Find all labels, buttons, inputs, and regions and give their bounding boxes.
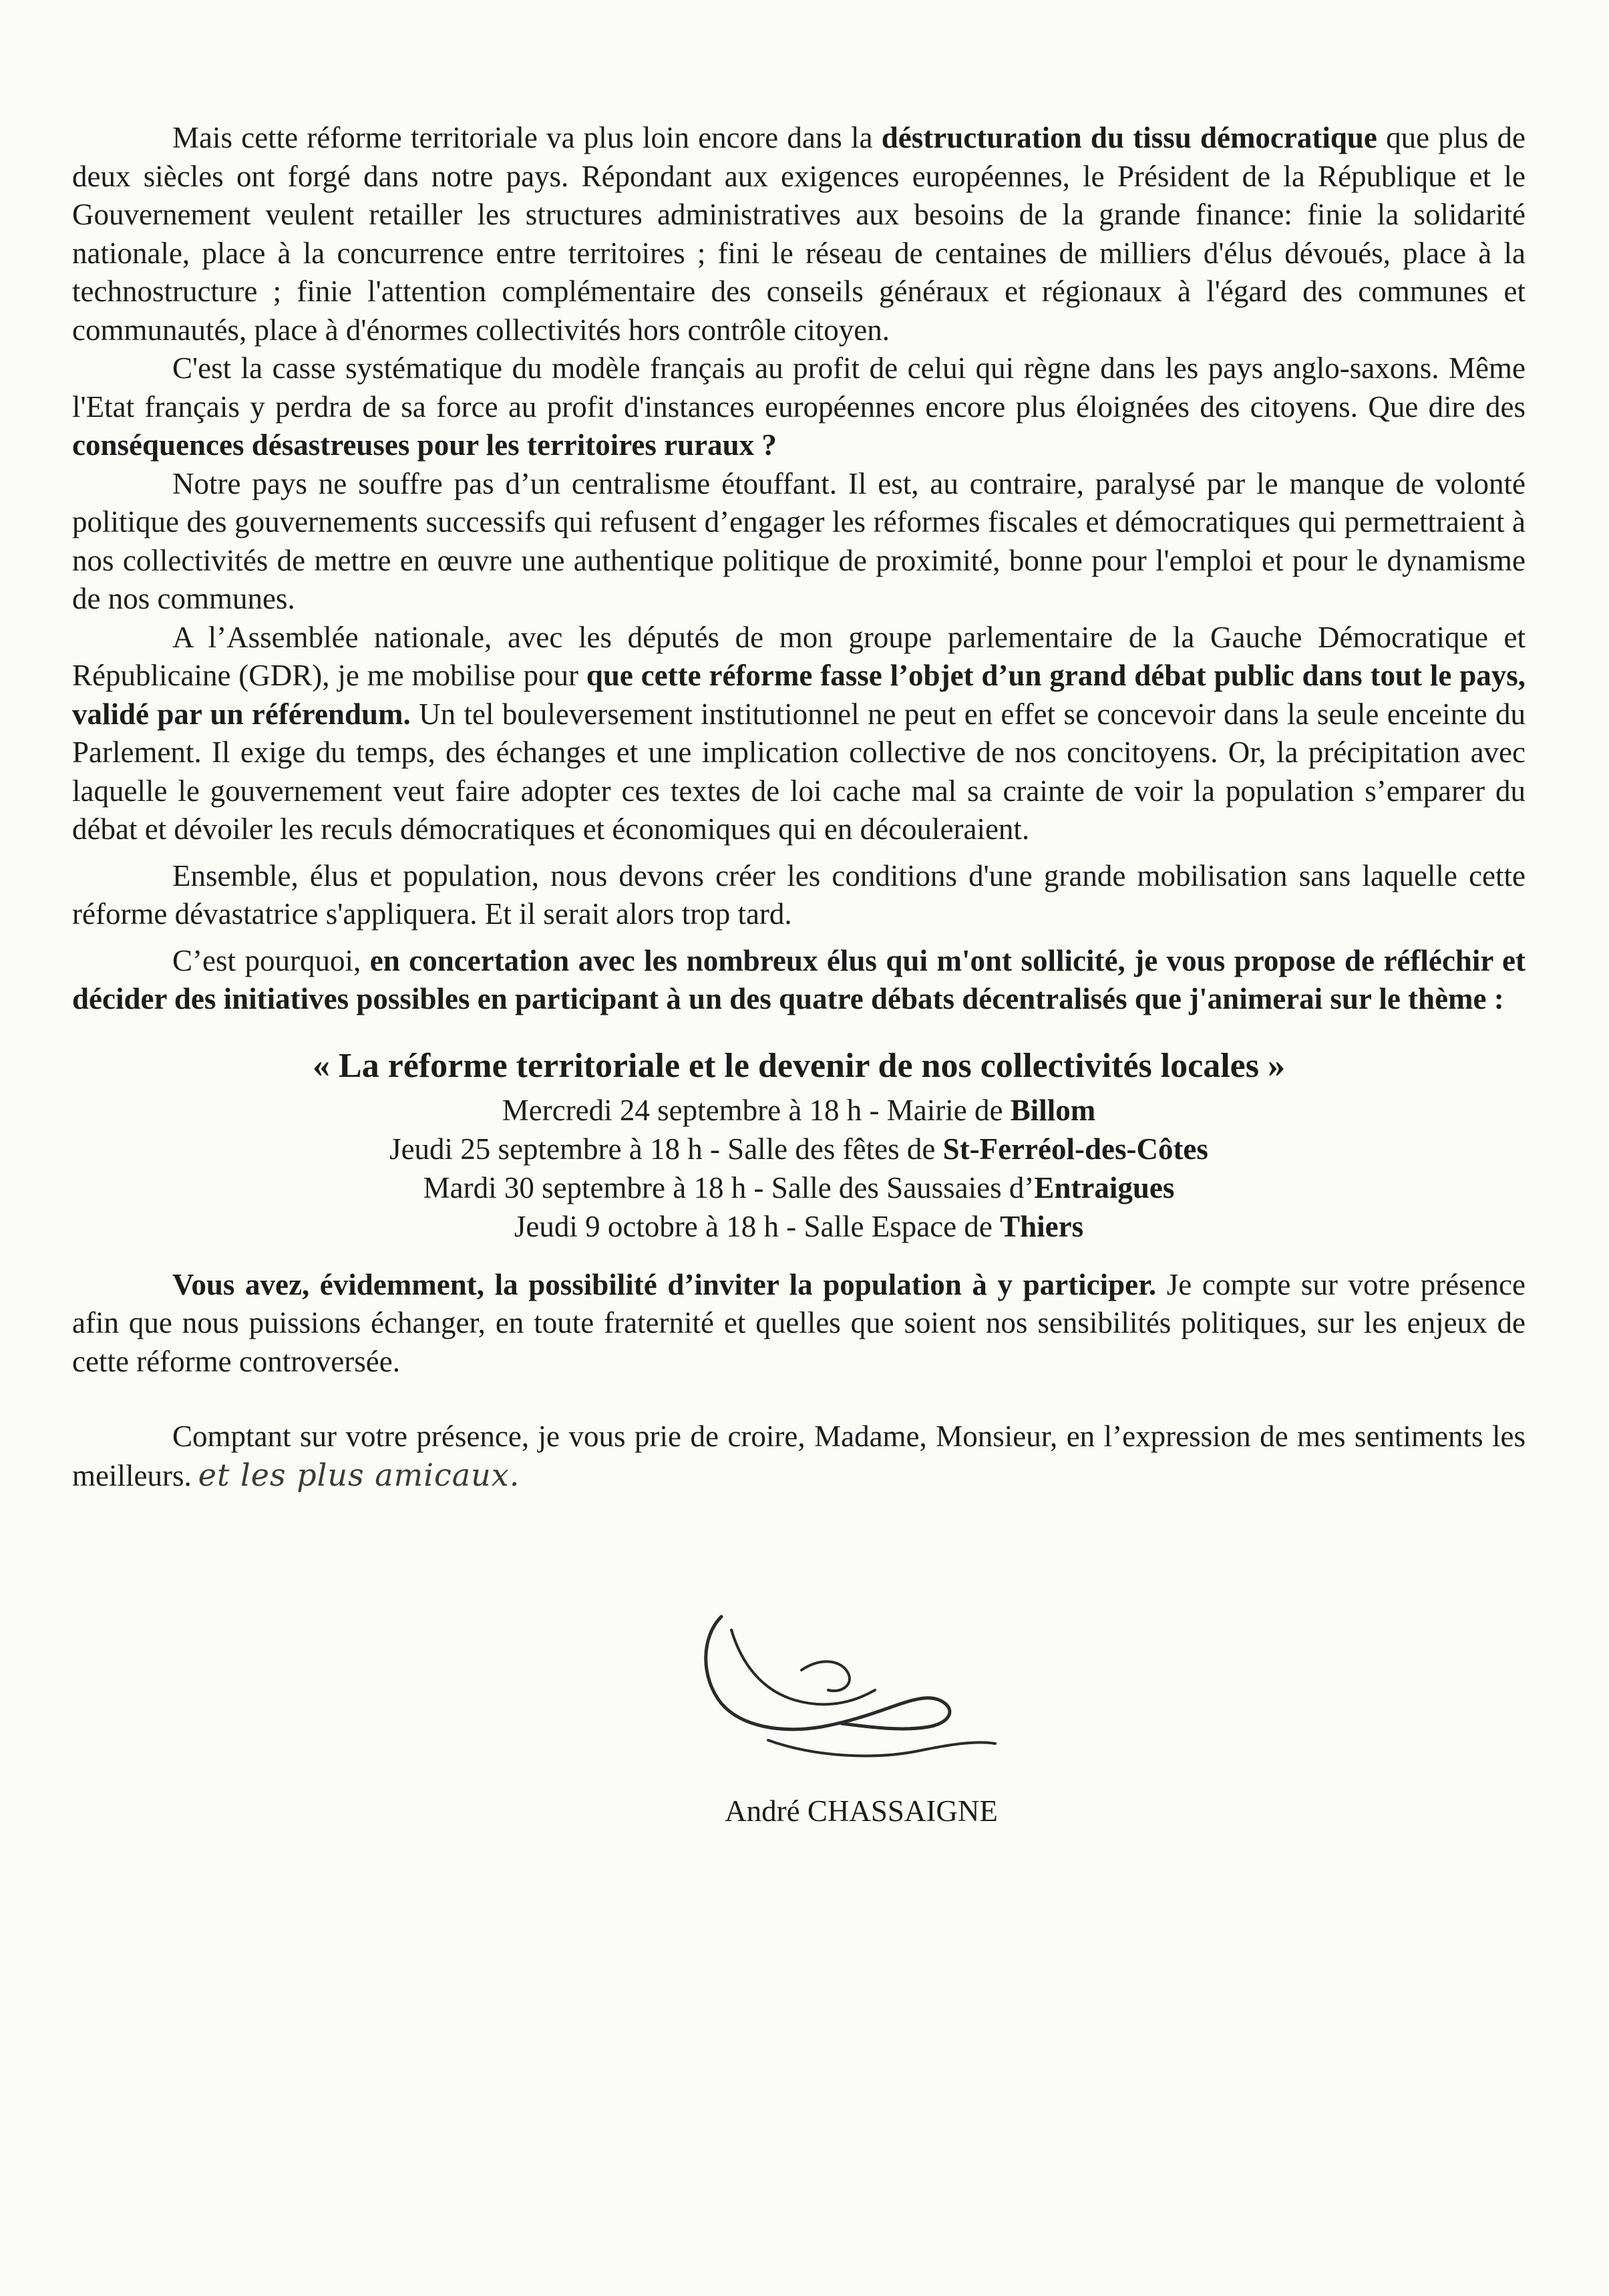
handwritten-note: et les plus amicaux. — [198, 1456, 520, 1493]
paragraph-reform-destructuring — [72, 119, 1526, 349]
debate-item: Jeudi 25 septembre à 18 h - Salle des fêtes de St-Ferréol-des-Côtes — [389, 1132, 1208, 1166]
emphasis-text: déstructuration du tissu démocratique — [881, 121, 1377, 154]
text-run: Mais cette réforme territoriale va plus loin encore dans la — [172, 121, 882, 154]
debate-schedule — [72, 1091, 1526, 1246]
text-run: A l’Assemblée nationale, avec les députés de mon groupe parlementaire de la Gauche Démocratique et Républicaine (GDR), je me mobilise pour — [72, 620, 1526, 692]
paragraph-closing — [72, 1418, 1526, 1495]
debate-location: Entraigues — [1034, 1170, 1175, 1204]
closing-text: Comptant sur votre présence, je vous prie de croire, Madame, Monsieur, en l’expression de mes sentiments les meilleurs. — [72, 1420, 1526, 1492]
debate-location: Thiers — [1000, 1209, 1084, 1243]
paragraph-proposal — [72, 942, 1526, 1019]
emphasis-text: que cette réforme fasse l’objet d’un grand débat public dans tout le pays, validé par un référendum. — [72, 659, 1526, 731]
debate-location: Billom — [1010, 1093, 1096, 1127]
text-run: Je compte sur votre présence afin que nous puissions échanger, en toute fraternité et quelles que soient nos sensibilités politiques, sur les enjeux de cette réforme controversée. — [72, 1267, 1526, 1378]
debate-location: St-Ferréol-des-Côtes — [942, 1132, 1208, 1166]
debate-theme-title: « La réforme territoriale et le devenir de nos collectivités locales » — [313, 1046, 1285, 1085]
emphasis-text: Vous avez, évidemment, la possibilité d’inviter la population à y participer. — [172, 1267, 1157, 1301]
paragraph-centralism: Notre pays ne souffre pas d’un centralisme étouffant. Il est, au contraire, paralysé par le manque de volonté politique des gouvernements successifs qui refusent d’engager les réformes fiscales et démocratiques qui permettraient à nos collectivités de mettre en œuvre une authentique politique de proximité, bonne pour l'emploi et pour le dynamisme de nos communes. — [72, 466, 1526, 615]
debate-item: Mercredi 24 septembre à 18 h - Mairie de Billom — [502, 1093, 1096, 1127]
paragraph-national-assembly — [72, 619, 1526, 849]
letter-body — [72, 119, 1526, 1495]
text-run: C’est pourquoi, — [172, 943, 370, 977]
paragraph-invitation — [72, 1266, 1526, 1381]
signature-name: André CHASSAIGNE — [725, 1794, 998, 1828]
paragraph-mobilisation: Ensemble, élus et population, nous devons créer les conditions d'une grande mobilisation sans laquelle cette réforme dévastatrice s'appliquera. Et il serait alors trop tard. — [72, 858, 1526, 931]
text-run: que plus de deux siècles ont forgé dans notre pays. Répondant aux exigences européennes, le Président de la République et le Gouvernement veulent retailler les structures administratives aux besoins de la grande finance: finie la solidarité nationale, place à la concurrence entre territoires ; fini le réseau de centaines de milliers d'élus dévoués, place à la technostructure ; finie l'attention complémentaire des conseils généraux et régionaux à l'égard des communes et communautés, place à d'énormes collectivités hors contrôle citoyen. — [72, 121, 1526, 347]
emphasis-text: en concertation avec les nombreux élus qui m'ont sollicité, je vous propose de réfléchir et décider des initiatives possibles en participant à un des quatre débats décentralisés que j'animerai sur le thème : — [72, 943, 1526, 1015]
debate-item: Mardi 30 septembre à 18 h - Salle des Saussaies d’Entraigues — [423, 1170, 1175, 1204]
text-run: Un tel bouleversement institutionnel ne peut en effet se concevoir dans la seule enceinte du Parlement. Il exige du temps, des échanges et une implication collective de nos concitoyens. Or, la précipitation avec laquelle le gouvernement veut faire adopter ces textes de loi cache mal sa crainte de voir la population s’emparer du débat et dévoiler les reculs démocratiques et économiques qui en découleraient. — [72, 697, 1526, 846]
paragraph-french-model — [72, 349, 1526, 465]
debate-item: Jeudi 9 octobre à 18 h - Salle Espace de Thiers — [514, 1209, 1084, 1243]
text-run: C'est la casse systématique du modèle français au profit de celui qui règne dans les pays anglo-saxons. Même l'Etat français y perdra de sa force au profit d'instances européennes encore plus éloignées des citoyens. Que dire des — [72, 351, 1526, 424]
handwritten-signature — [681, 1590, 1015, 1790]
emphasis-text: conséquences désastreuses pour les territoires ruraux ? — [72, 428, 777, 462]
